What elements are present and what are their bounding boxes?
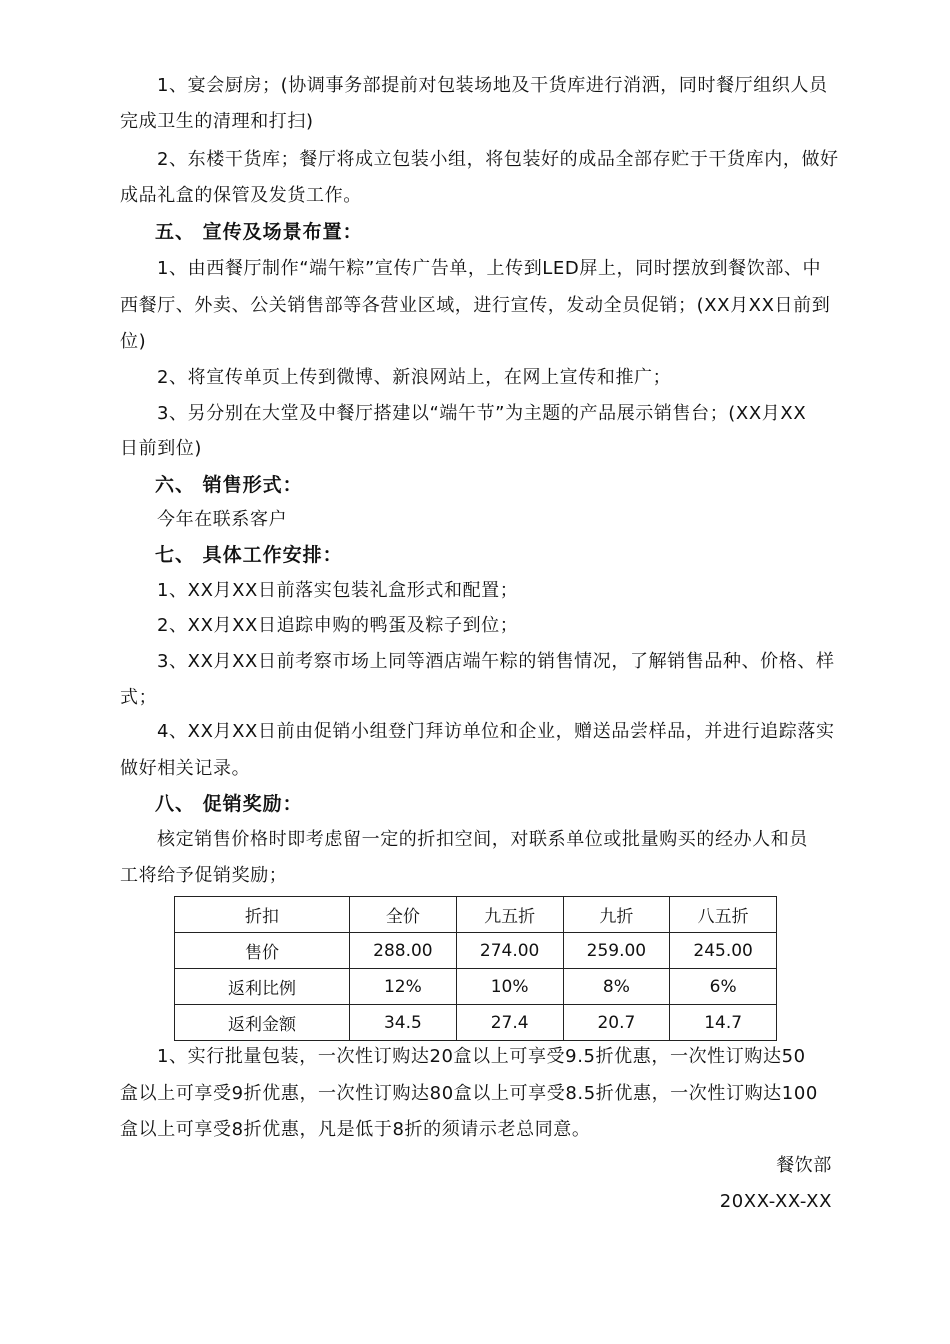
table-cell: 折扣 <box>175 897 350 933</box>
s5-item3-line1: 3、另分别在大堂及中餐厅搭建以“端午节”为主题的产品展示销售台；(XX月XX <box>157 403 807 424</box>
rebate-table <box>174 896 777 1041</box>
section8-heading: 八、 促销奖励： <box>155 793 303 815</box>
s5-item3-line2: 日前到位) <box>120 438 203 459</box>
table-header-row <box>175 897 777 933</box>
s7-item2: 2、XX月XX日追踪申购的鸭蛋及粽子到位； <box>157 615 519 636</box>
table-row <box>175 1005 777 1041</box>
s8-note-line1: 1、实行批量包装，一次性订购达20盒以上可享受9.5折优惠，一次性订购达50 <box>157 1046 806 1067</box>
table-row <box>175 969 777 1005</box>
s7-item4-line1: 4、XX月XX日前由促销小组登门拜访单位和企业，赠送品尝样品，并进行追踪落实 <box>157 721 835 742</box>
s4-item2-line1: 2、东楼干货库；餐厅将成立包装小组，将包装好的成品全部存贮于干货库内，做好 <box>157 149 839 170</box>
table-cell: 34.5 <box>350 1005 457 1041</box>
s8-intro-line2: 工将给予促销奖励； <box>120 865 288 886</box>
table-cell: 8% <box>563 969 670 1005</box>
table-cell: 返利金额 <box>175 1005 350 1041</box>
s5-item2: 2、将宣传单页上传到微博、新浪网站上，在网上宣传和推广； <box>157 367 672 388</box>
s4-item1-line2: 完成卫生的清理和打扫) <box>120 111 314 132</box>
table-cell: 274.00 <box>456 933 563 969</box>
s5-item1-line2: 西餐厅、外卖、公关销售部等各营业区域，进行宣传，发动全员促销；(XX月XX日前到 <box>120 295 831 316</box>
table-cell: 售价 <box>175 933 350 969</box>
s8-intro-line1: 核定销售价格时即考虑留一定的折扣空间，对联系单位或批量购买的经办人和员 <box>157 829 808 850</box>
table-row <box>175 933 777 969</box>
table-cell: 6% <box>670 969 777 1005</box>
table-cell: 27.4 <box>456 1005 563 1041</box>
table-cell: 14.7 <box>670 1005 777 1041</box>
s4-item1-line1: 1、宴会厨房；(协调事务部提前对包装场地及干货库进行消洒，同时餐厅组织人员 <box>157 75 828 96</box>
table-cell: 八五折 <box>670 897 777 933</box>
table-cell: 九折 <box>563 897 670 933</box>
s8-note-line2: 盒以上可享受9折优惠，一次性订购达80盒以上可享受8.5折优惠，一次性订购达100 <box>120 1083 818 1104</box>
s5-item1-line1: 1、由西餐厅制作“端午粽”宣传广告单，上传到LED屏上，同时摆放到餐饮部、中 <box>157 258 822 279</box>
table-cell: 245.00 <box>670 933 777 969</box>
table-cell: 20.7 <box>563 1005 670 1041</box>
s8-note-line3: 盒以上可享受8折优惠，凡是低于8折的须请示老总同意。 <box>120 1119 591 1140</box>
s7-item3-line2: 式； <box>120 687 158 708</box>
table-cell: 10% <box>456 969 563 1005</box>
s6-text: 今年在联系客户 <box>157 509 288 530</box>
table-cell: 返利比例 <box>175 969 350 1005</box>
section7-heading: 七、 具体工作安排： <box>155 544 343 566</box>
s7-item1: 1、XX月XX日前落实包装礼盒形式和配置； <box>157 580 519 601</box>
s7-item4-line2: 做好相关记录。 <box>120 758 251 779</box>
table-cell: 259.00 <box>563 933 670 969</box>
table-cell: 九五折 <box>456 897 563 933</box>
table-cell: 全价 <box>350 897 457 933</box>
signature-date: 20XX-XX-XX <box>719 1191 832 1212</box>
section6-heading: 六、 销售形式： <box>155 474 303 496</box>
table-cell: 288.00 <box>350 933 457 969</box>
s4-item2-line2: 成品礼盒的保管及发货工作。 <box>120 185 362 206</box>
table-cell: 12% <box>350 969 457 1005</box>
s7-item3-line1: 3、XX月XX日前考察市场上同等酒店端午粽的销售情况，了解销售品种、价格、样 <box>157 651 835 672</box>
section5-heading: 五、 宣传及场景布置： <box>155 221 363 243</box>
signature-department: 餐饮部 <box>776 1155 832 1176</box>
s5-item1-line3: 位) <box>120 331 147 352</box>
